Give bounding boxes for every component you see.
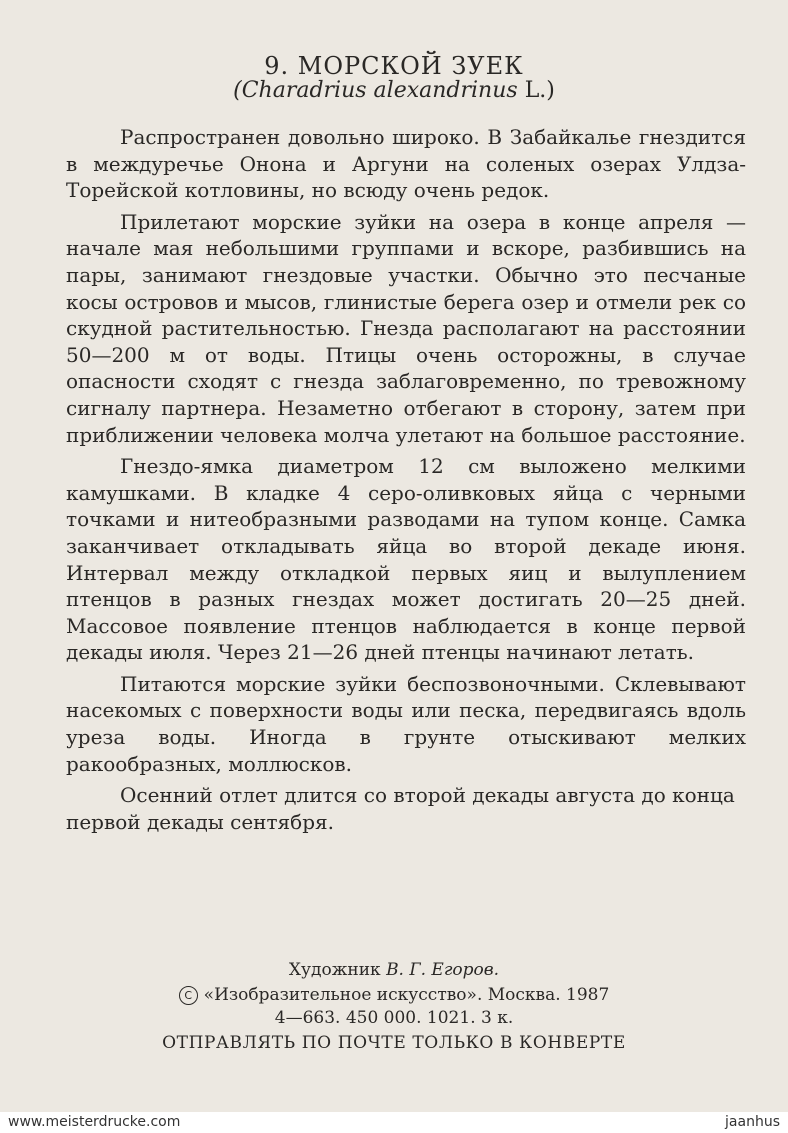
image-footer — [0, 1112, 788, 1133]
latin-name — [0, 78, 788, 103]
paragraph-distribution: Распространен довольно широко. В Забайкалье гнездится в междуречье Онона и Аргуни на соленых озерах Улдза-Торейской котловины, но всюду очень редок. — [66, 125, 746, 203]
artist-label: Художник — [288, 960, 381, 980]
species-title: 9. МОРСКОЙ ЗУЕК — [264, 52, 524, 80]
description-text — [66, 124, 746, 840]
mail-instruction: ОТПРАВЛЯТЬ ПО ПОЧТЕ ТОЛЬКО В КОНВЕРТЕ — [162, 1033, 626, 1053]
footer-left-text: www.meisterdrucke.com — [8, 1114, 181, 1130]
paragraph-feeding: Питаются морские зуйки беспозвоночными. Склевывают насекомых с поверхности воды или песка, передвигаясь вдоль уреза воды. Иногда в грунте отыскивают мелких ракообразных, моллюсков. — [66, 671, 746, 776]
latin-author: L.) — [524, 78, 555, 103]
paragraph-arrival: Прилетают морские зуйки на озера в конце апреля — начале мая небольшими группами и вскоре, разбившись на пары, занимают гнездовые участки. Обычно это песчаные косы островов и мысов, глинистые берега озер и отмели рек со скудной растительностью. Гнезда располагают на расстоянии 50—200 м от воды. Птицы очень осторожны, в случае опасности сходят с гнезда заблаговременно, по тревожному сигналу партнера. Незаметно отбегают в сторону, затем при приближении человека молча улетают на большое расстояние. — [66, 209, 746, 447]
paragraph-nest: Гнездо-ямка диаметром 12 см выложено мелкими камушками. В кладке 4 серо-оливковых яйца с черными точками и нитеобразными разводами на тупом конце. Самка заканчивает откладывать яйца во второй декаде июня. Интервал между откладкой первых яиц и вылуплением птенцов в разных гнездах может достигать 20—25 дней. Массовое появление птенцов наблюдается в конце первой декады июля. Через 21—26 дней птенцы начинают летать. — [66, 454, 746, 665]
copyright-icon: C — [179, 986, 198, 1005]
publisher-line — [0, 983, 788, 1007]
print-codes: 4—663. 450 000. 1021. 3 к. — [274, 1008, 514, 1028]
footer-right-text: jaanhus — [725, 1114, 780, 1130]
artist-name: В. Г. Егоров. — [386, 960, 500, 980]
publisher-text: «Изобразительное искусство». Москва. 1987 — [203, 985, 610, 1005]
paragraph-departure: Осенний отлет длится со второй декады августа до конца первой декады сентября. — [66, 783, 735, 834]
artist-credit — [0, 958, 788, 982]
latin-binomial: (Charadrius alexandrinus — [233, 78, 518, 103]
